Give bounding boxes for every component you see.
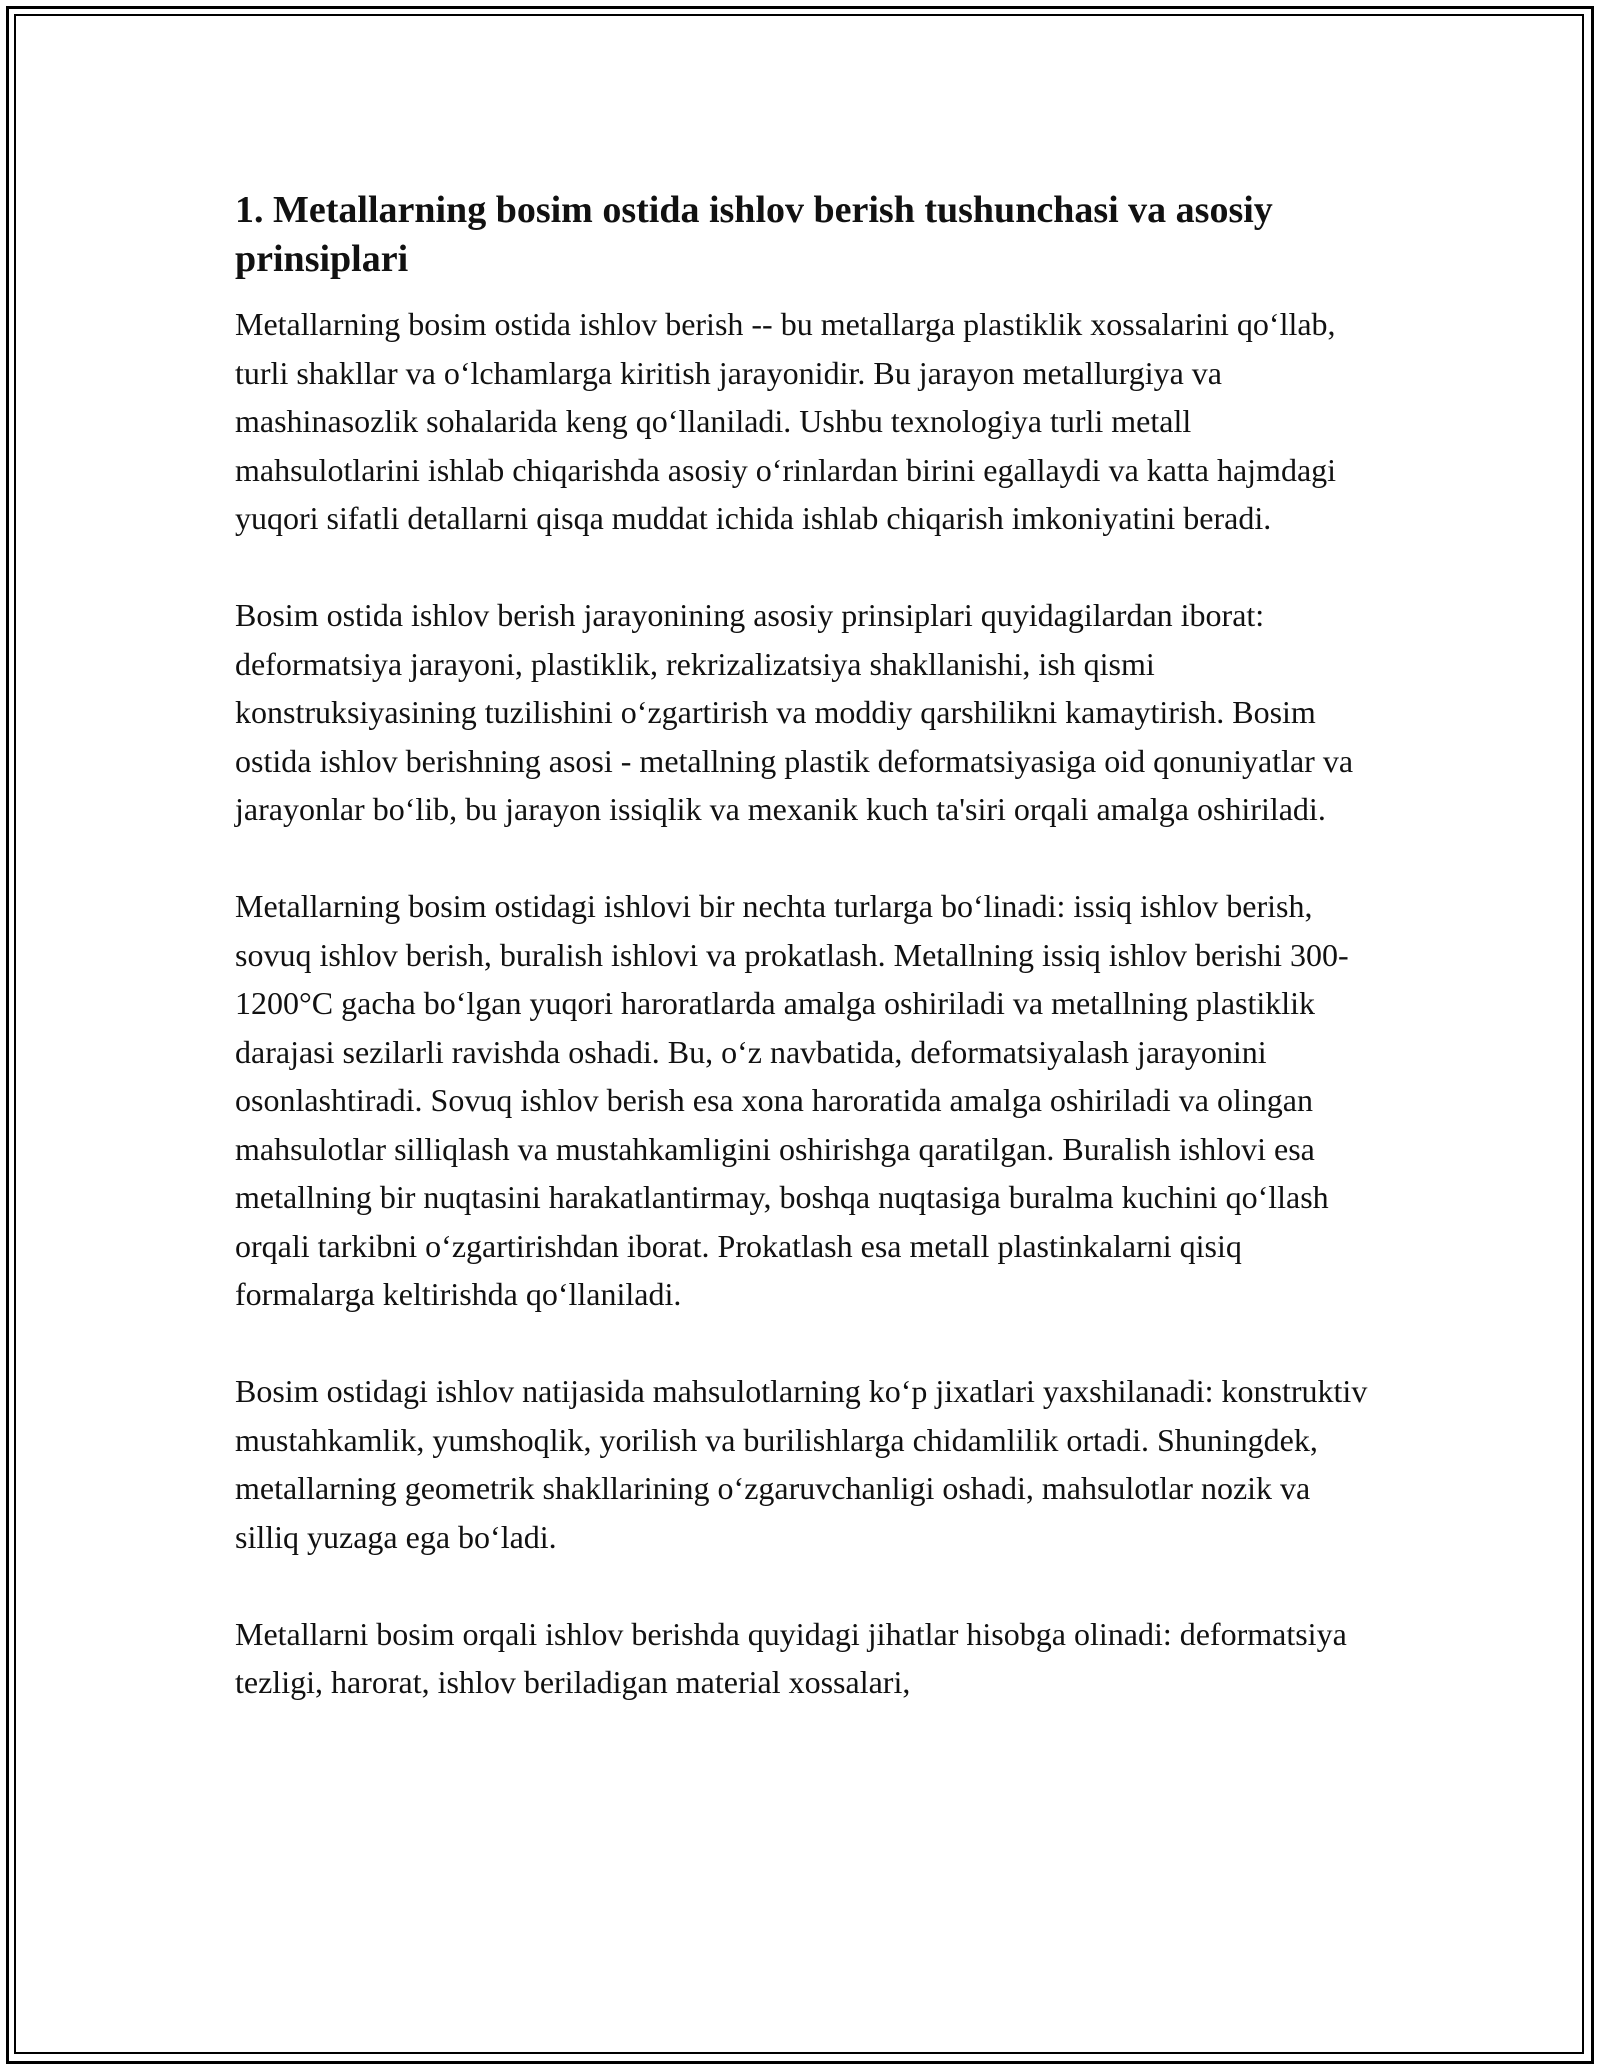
paragraph-2: Bosim ostida ishlov berish jarayonining asosiy prinsiplari quyidagilardan iborat: deformatsiya jarayoni, plastiklik, rekrizalizatsiya shakllanishi, ish qismi konstruksiyasining tuzilishini o‘zgartirish va moddiy qarshilikni kamaytirish. Bosim ostida ishlov berishning asosi - metallning plastik deformatsiyasiga oid qonuniyatlar va jarayonlar bo‘lib, bu jarayon issiqlik va mexanik kuch ta'siri orqali amalga oshiriladi.: [235, 597, 1354, 827]
paragraph-1: Metallarning bosim ostida ishlov berish -- bu metallarga plastiklik xossalarini qo‘llab, turli shakllar va o‘lchamlarga kiritish jarayonidir. Bu jarayon metallurgiya va mashinasozlik sohalarida keng qo‘llaniladi. Ushbu texnologiya turli metall mahsulotlarini ishlab chiqarishda asosiy o‘rinlardan birini egallaydi va katta hajmdagi yuqori sifatli detallarni qisqa muddat ichida ishlab chiqarish imkoniyatini beradi.: [235, 306, 1337, 536]
paragraph-5: Metallarni bosim orqali ishlov berishda quyidagi jihatlar hisobga olinadi: deformatsiya tezligi, harorat, ishlov beriladigan material xossalari,: [235, 1615, 1347, 1700]
document-body: [235, 186, 1375, 1755]
paragraph-3: Metallarning bosim ostidagi ishlovi bir nechta turlarga bo‘linadi: issiq ishlov berish, sovuq ishlov berish, buralish ishlovi va prokatlash. Metallning issiq ishlov berishi 300-1200°C gacha bo‘lgan yuqori haroratlarda amalga oshiriladi va metallning plastiklik darajasi sezilarli ravishda oshadi. Bu, o‘z navbatida, deformatsiyalash jarayonini osonlashtiradi. Sovuq ishlov berish esa xona haroratida amalga oshiriladi va olingan mahsulotlar silliqlash va mustahkamligini oshirishga qaratilgan. Buralish ishlovi esa metallning bir nuqtasini harakatlantirmay, boshqa nuqtasiga buralma kuchini qo‘llash orqali tarkibni o‘zgartirishdan iborat. Prokatlash esa metall plastinkalarni qisiq formalarga keltirishda qo‘llaniladi.: [235, 888, 1349, 1312]
paragraph-4: Bosim ostidagi ishlov natijasida mahsulotlarning ko‘p jixatlari yaxshilanadi: konstruktiv mustahkamlik, yumshoqlik, yorilish va burilishlarga chidamlilik ortadi. Shuningdek, metallarning geometrik shakllarining o‘zgaruvchanligi oshadi, mahsulotlar nozik va silliq yuzaga ega bo‘ladi.: [235, 1373, 1368, 1555]
section-heading: 1. Metallarning bosim ostida ishlov berish tushunchasi va asosiy prinsiplari: [235, 189, 1273, 280]
